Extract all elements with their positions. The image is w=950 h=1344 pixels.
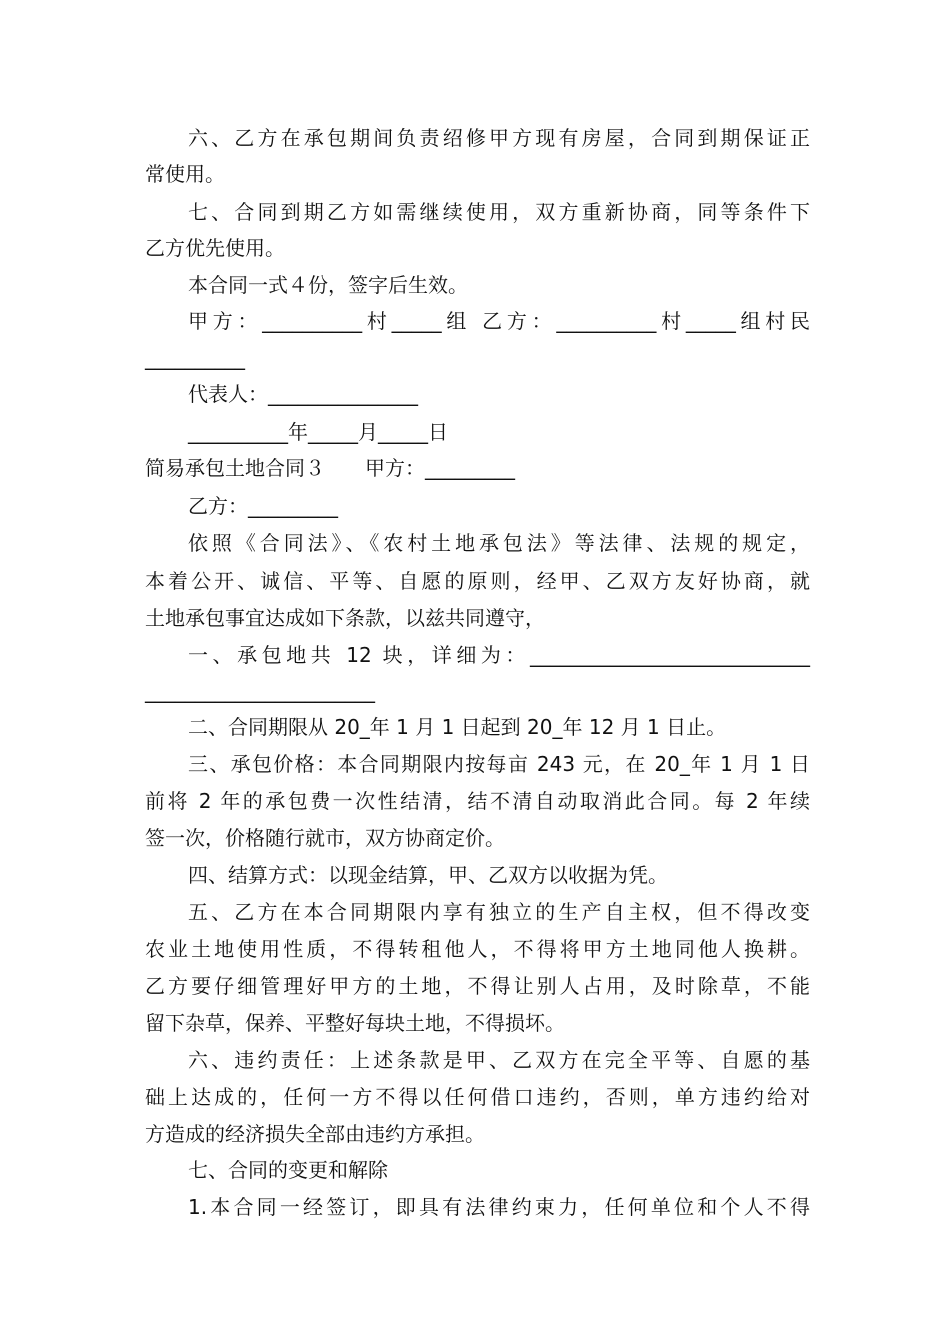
text-line: 六、乙方在承包期间负责绍修甲方现有房屋，合同到期保证正 <box>188 126 810 150</box>
text-line: 1.本合同一经签订，即具有法律约束力，任何单位和个人不得 <box>188 1195 810 1219</box>
text-line: 前将 2 年的承包费一次性结清，结不清自动取消此合同。每 2 年续 <box>145 789 810 813</box>
text-line: 乙方要仔细管理好甲方的土地，不得让别人占用，及时除草，不能 <box>145 974 810 998</box>
text-line: 土地承包事宜达成如下条款，以兹共同遵守， <box>145 606 545 630</box>
text-line: 方造成的经济损失全部由违约方承担。 <box>145 1122 485 1146</box>
text-line: 简易承包土地合同３ 甲方：_________ <box>145 456 515 480</box>
text-line: 代表人：_______________ <box>188 382 418 406</box>
text-line: 本着公开、诚信、平等、自愿的原则，经甲、乙双方友好协商，就 <box>145 569 810 593</box>
text-line: 五、乙方在本合同期限内享有独立的生产自主权，但不得改变 <box>188 900 810 924</box>
text-line: 乙方优先使用。 <box>145 236 285 260</box>
text-line: 七、合同的变更和解除 <box>188 1158 388 1182</box>
text-line: 础上达成的，任何一方不得以任何借口违约，否则，单方违约给对 <box>145 1085 810 1109</box>
text-line: 甲方：__________村_____组 乙方：__________村_____组村民 <box>188 309 810 333</box>
text-line: 乙方：_________ <box>188 494 338 518</box>
text-line: 留下杂草，保养、平整好每块土地，不得损坏。 <box>145 1011 565 1035</box>
text-line: 本合同一式４份，签字后生效。 <box>188 273 468 297</box>
text-line: 六、违约责任：上述条款是甲、乙双方在完全平等、自愿的基 <box>188 1048 810 1072</box>
text-line: 依照《合同法》、《农村土地承包法》等法律、法规的规定， <box>188 531 810 555</box>
text-line: 二、合同期限从 20_年 1 月 1 日起到 20_年 12 月 1 日止。 <box>188 715 727 739</box>
text-line: __________年_____月_____日 <box>188 420 448 444</box>
text-line: 三、承包价格：本合同期限内按每亩 243 元，在 20_年 1 月 1 日 <box>188 752 810 776</box>
text-line: _______________________ <box>145 679 375 703</box>
text-line: 七、合同到期乙方如需继续使用，双方重新协商，同等条件下 <box>188 200 810 224</box>
text-line: 一、承包地共 12 块，详细为：____________________________ <box>188 643 810 667</box>
text-line: 农业土地使用性质，不得转租他人，不得将甲方土地同他人换耕。 <box>145 937 810 961</box>
text-line: __________ <box>145 346 245 370</box>
text-line: 四、结算方式：以现金结算，甲、乙双方以收据为凭。 <box>188 863 668 887</box>
text-line: 常使用。 <box>145 162 225 186</box>
text-line: 签一次，价格随行就市，双方协商定价。 <box>145 826 505 850</box>
